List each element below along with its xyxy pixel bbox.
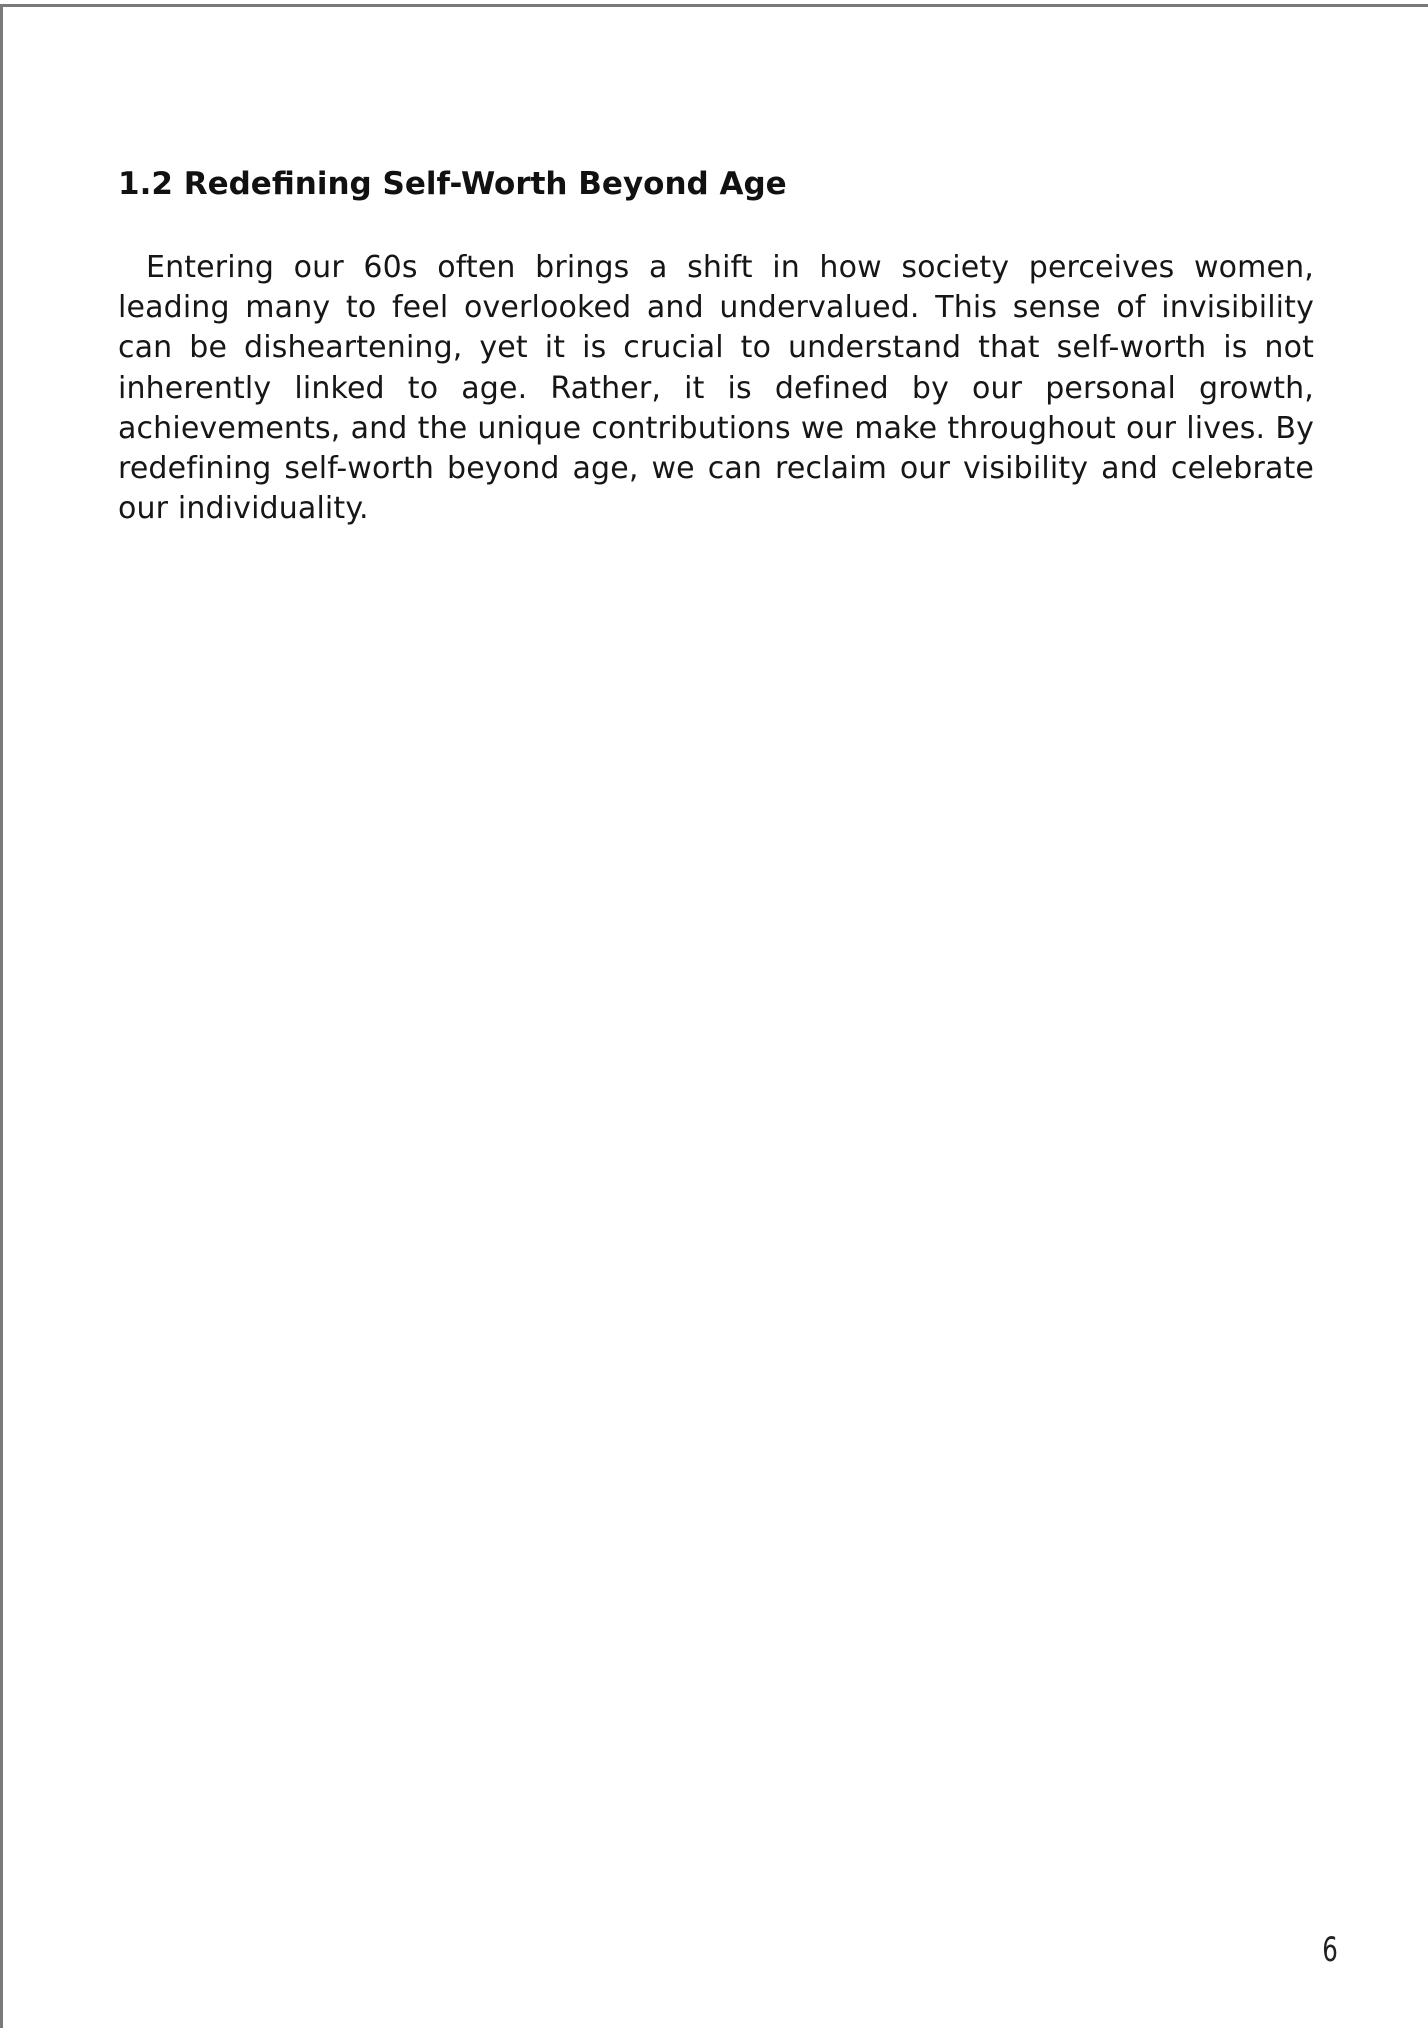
page-number: 6 xyxy=(1322,1930,1338,1970)
body-paragraph: Entering our 60s often brings a shift in how society perceives women, leading many to feel overlooked and undervalued. This sense of invisibility can be disheartening, yet it is crucial to understand that self-worth is not inherently linked to age. Rather, it is defined by our personal growth, achievements, and the unique contributions we make throughout our lives. By redefining self-worth beyond age, we can reclaim our visibility and celebrate our individuality. xyxy=(118,250,1314,527)
page-border-top xyxy=(0,4,1428,7)
section-title: 1.2 Redefining Self-Worth Beyond Age xyxy=(118,166,787,202)
page-border-left xyxy=(0,4,3,2028)
